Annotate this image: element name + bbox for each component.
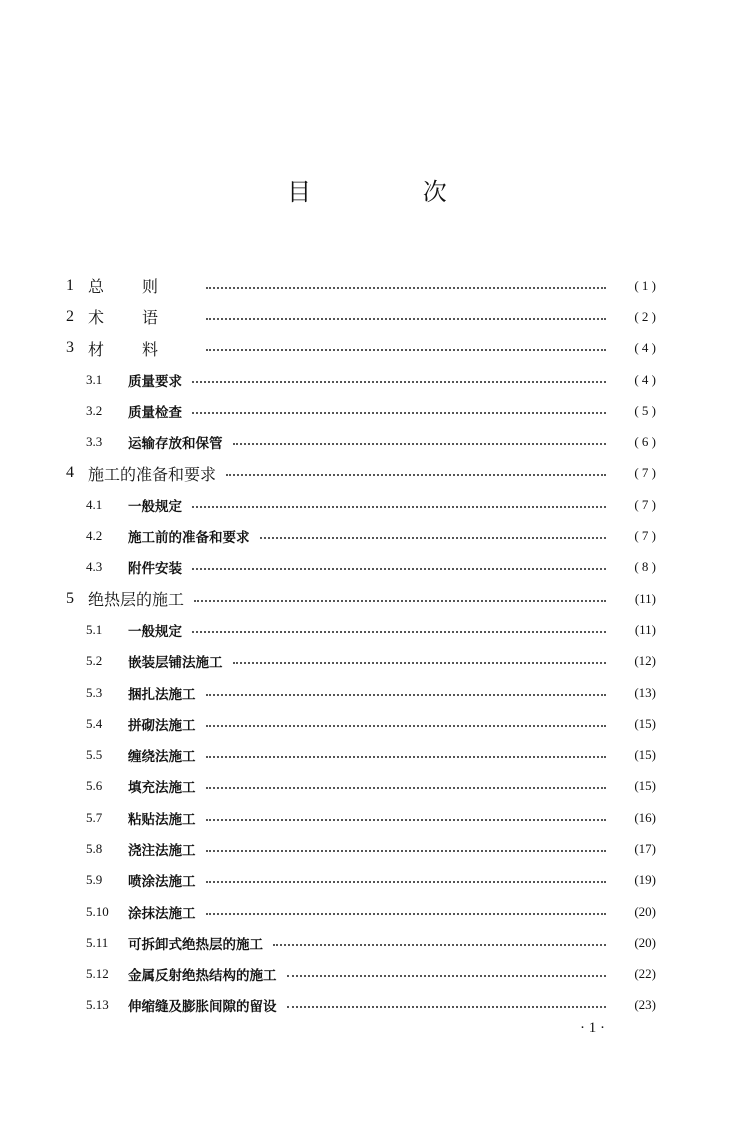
toc-entry[interactable]: [66, 646, 656, 677]
dot-leader: [206, 913, 607, 915]
section-number: 5.9: [86, 872, 103, 888]
section-title: 绝热层的施工: [88, 590, 185, 610]
dot-leader: [192, 631, 606, 633]
section-number: 5.7: [86, 809, 103, 825]
section-title: 可拆卸式绝热层的施工: [128, 936, 263, 953]
section-number: 5.4: [86, 715, 103, 731]
toc-entry[interactable]: [66, 395, 656, 426]
dot-leader: [206, 318, 606, 320]
toc-entry[interactable]: [66, 552, 656, 583]
dot-leader: [206, 725, 607, 727]
dot-leader: [233, 443, 607, 445]
section-title: 质量检查: [128, 404, 182, 421]
section-title: 术语: [88, 308, 197, 328]
toc-entry[interactable]: [66, 739, 656, 770]
dot-leader: [206, 819, 607, 821]
section-title: 一般规定: [128, 623, 182, 640]
page-reference: ( 2 ): [634, 308, 656, 324]
section-title: 施工前的准备和要求: [128, 530, 250, 547]
dot-leader: [206, 850, 607, 852]
section-number: 5.8: [86, 840, 103, 856]
page-reference: ( 7 ): [634, 528, 656, 544]
section-number: 5.11: [86, 934, 109, 950]
page-number: · 1 ·: [580, 1020, 605, 1036]
section-title: 喷涂法施工: [128, 874, 196, 891]
section-title: 一般规定: [128, 498, 182, 515]
page-reference: (11): [634, 590, 656, 606]
section-number: 4.2: [86, 528, 103, 544]
section-number: 5.2: [86, 653, 103, 669]
dot-leader: [233, 662, 607, 664]
section-title: 伸缩缝及膨胀间隙的留设: [128, 999, 277, 1016]
page-reference: (20): [634, 934, 656, 950]
section-number: 1: [66, 276, 74, 294]
section-title: 运输存放和保管: [128, 436, 223, 453]
dot-leader: [192, 412, 606, 414]
section-title: 总则: [88, 277, 197, 297]
dot-leader: [192, 506, 606, 508]
section-title: 材料: [88, 339, 197, 359]
section-number: 5.3: [86, 684, 103, 700]
toc-entry[interactable]: [66, 458, 656, 489]
section-number: 4.3: [86, 559, 103, 575]
page-reference: ( 7 ): [634, 496, 656, 512]
section-number: 3: [66, 339, 74, 357]
toc-entry[interactable]: [66, 896, 656, 927]
toc-entry[interactable]: [66, 771, 656, 802]
page-reference: ( 4 ): [634, 371, 656, 387]
section-number: 2: [66, 307, 74, 325]
page-reference: (16): [634, 809, 656, 825]
dot-leader: [206, 787, 607, 789]
page-reference: (19): [634, 872, 656, 888]
page-reference: (23): [634, 997, 656, 1013]
page-reference: (22): [634, 966, 656, 982]
toc-entry[interactable]: [66, 270, 656, 301]
section-number: 5.5: [86, 747, 103, 763]
page-reference: (15): [634, 747, 656, 763]
toc-entry[interactable]: [66, 677, 656, 708]
toc-entry[interactable]: [66, 865, 656, 896]
dot-leader: [206, 349, 606, 351]
page-reference: ( 1 ): [634, 277, 656, 293]
section-title: 拼砌法施工: [128, 717, 196, 734]
toc-entry[interactable]: [66, 614, 656, 645]
page-reference: ( 8 ): [634, 559, 656, 575]
dot-leader: [226, 474, 606, 476]
dot-leader: [287, 1006, 607, 1008]
toc-entry[interactable]: [66, 959, 656, 990]
page-reference: ( 7 ): [634, 465, 656, 481]
toc-entry[interactable]: [66, 364, 656, 395]
dot-leader: [206, 756, 607, 758]
page-reference: (17): [634, 840, 656, 856]
section-number: 4.1: [86, 496, 103, 512]
section-number: 3.2: [86, 402, 103, 418]
dot-leader: [192, 568, 606, 570]
dot-leader: [287, 975, 607, 977]
section-number: 3.3: [86, 434, 103, 450]
section-number: 3.1: [86, 371, 103, 387]
page-reference: ( 4 ): [634, 340, 656, 356]
page-reference: (12): [634, 653, 656, 669]
dot-leader: [260, 537, 607, 539]
section-title: 涂抹法施工: [128, 905, 196, 922]
section-title: 施工的准备和要求: [88, 464, 217, 484]
section-number: 5.13: [86, 997, 109, 1013]
toc-entry[interactable]: [66, 927, 656, 958]
toc-entry[interactable]: [66, 708, 656, 739]
section-number: 4: [66, 464, 74, 482]
section-title: 嵌装层铺法施工: [128, 655, 223, 672]
page-title: 目 次: [287, 178, 499, 206]
dot-leader: [194, 600, 606, 602]
toc-entry[interactable]: [66, 583, 656, 614]
section-number: 5.1: [86, 621, 103, 637]
toc-entry[interactable]: [66, 990, 656, 1021]
page-reference: (13): [634, 684, 656, 700]
section-title: 质量要求: [128, 373, 182, 390]
toc-entry[interactable]: [66, 833, 656, 864]
toc-entry[interactable]: [66, 489, 656, 520]
table-of-contents: [66, 270, 656, 1021]
page-reference: (11): [634, 621, 656, 637]
page-reference: ( 5 ): [634, 402, 656, 418]
toc-entry[interactable]: [66, 301, 656, 332]
page-reference: (20): [634, 903, 656, 919]
page-reference: (15): [634, 778, 656, 794]
dot-leader: [273, 944, 606, 946]
section-number: 5: [66, 589, 74, 607]
dot-leader: [206, 287, 606, 289]
dot-leader: [192, 381, 606, 383]
section-number: 5.6: [86, 778, 103, 794]
page-reference: (15): [634, 715, 656, 731]
section-number: 5.12: [86, 966, 109, 982]
section-number: 5.10: [86, 903, 109, 919]
section-title: 金属反射绝热结构的施工: [128, 968, 277, 985]
dot-leader: [206, 694, 607, 696]
page-reference: ( 6 ): [634, 434, 656, 450]
section-title: 附件安装: [128, 561, 182, 578]
toc-entry[interactable]: [66, 802, 656, 833]
section-title: 粘贴法施工: [128, 811, 196, 828]
toc-entry[interactable]: [66, 426, 656, 457]
toc-entry[interactable]: [66, 333, 656, 364]
toc-entry[interactable]: [66, 520, 656, 551]
section-title: 捆扎法施工: [128, 686, 196, 703]
section-title: 填充法施工: [128, 780, 196, 797]
dot-leader: [206, 881, 607, 883]
section-title: 缠绕法施工: [128, 749, 196, 766]
section-title: 浇注法施工: [128, 842, 196, 859]
